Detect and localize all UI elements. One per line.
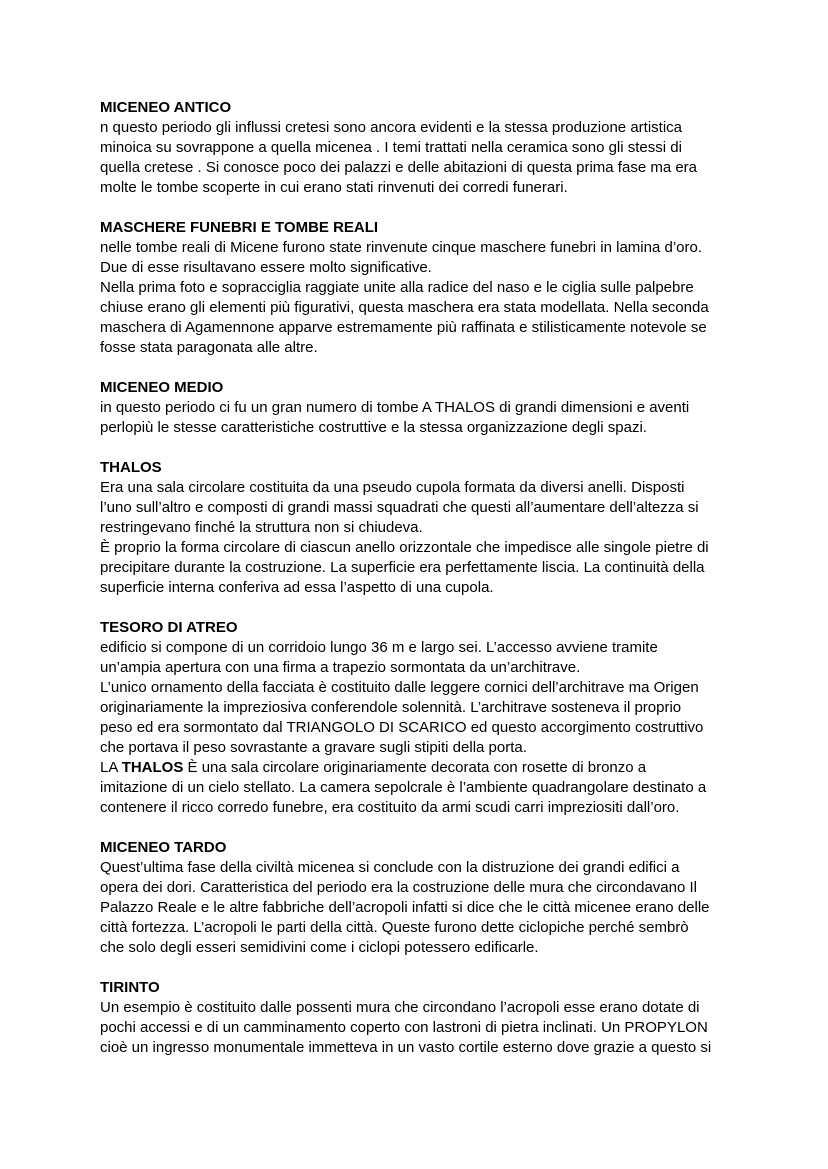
text-line: Un esempio è costituito dalle possenti mura che circondano l’acropoli esse erano dotate di [100,999,700,1016]
text-line: opera dei dori. Caratteristica del periodo era la costruzione delle mura che circondavano Il [100,879,697,896]
section-miceneo-tardo [100,838,736,958]
section-heading: MICENEO ANTICO [100,99,232,116]
text-line: perlopiù le stesse caratteristiche costruttive e la stessa organizzazione degli spazi. [100,419,647,436]
text-line: Due di esse risultavano essere molto significative. [100,259,432,276]
text-line: in questo periodo ci fu un gran numero di tombe A THALOS di grandi dimensioni e aventi [100,399,690,416]
text-line-mixed [100,758,736,778]
text-line: che solo degli esseri semidivini come i ciclopi potessero edificarle. [100,939,539,956]
text-line: L’unico ornamento della facciata è costituito dalle leggere cornici dell’architrave ma Origen [100,679,699,696]
text-line: l’uno sull’altro e composti di grandi massi squadrati che questi all’aumentare dell’altezza si [100,499,699,516]
text-line: edificio si compone di un corridoio lungo 36 m e largo sei. L’accesso avviene tramite [100,639,658,656]
text-line: imitazione di un cielo stellato. La camera sepolcrale è l’ambiente quadrangolare destinato a [100,779,707,796]
section-heading: MICENEO MEDIO [100,379,224,396]
text-line: È proprio la forma circolare di ciascun anello orizzontale che impedisce alle singole pietre di [100,539,709,556]
text-line: minoica su sovrappone a quella micenea . I temi trattati nella ceramica sono gli stessi di [100,139,682,156]
document-page [100,98,736,1078]
text-line: Nella prima foto e sopracciglia raggiate unite alla radice del naso e le ciglia sulle palpebre [100,279,694,296]
section-tirinto [100,978,736,1058]
section-heading: TIRINTO [100,979,160,996]
text-line: restringevano finché la struttura non si chiudeva. [100,519,423,536]
text-line: quella cretese . Si conosce poco dei palazzi e delle abitazioni di questa prima fase ma era [100,159,698,176]
text-line: originariamente la impreziosiva conferendole solennità. L’architrave sosteneva il proprio [100,699,682,716]
text-line: fosse stata paragonata alle altre. [100,339,318,356]
text-line: città fortezza. L’acropoli le parti della città. Queste furono dette ciclopiche perché sembrò [100,919,689,936]
text-line: molte le tombe scoperte in cui erano stati rinvenuti dei corredi funerari. [100,179,568,196]
text-line: precipitare durante la costruzione. La superficie era perfettamente liscia. La continuità della [100,559,705,576]
text-line: nelle tombe reali di Micene furono state rinvenute cinque maschere funebri in lamina d’oro. [100,239,702,256]
section-tesoro-di-atreo [100,618,736,818]
text-line: Era una sala circolare costituita da una pseudo cupola formata da diversi anelli. Disposti [100,479,685,496]
text-line: pochi accessi e di un camminamento coperto con lastroni di pietra inclinati. Un PROPYLON [100,1019,708,1036]
section-miceneo-antico [100,98,736,198]
bold-term: THALOS [121,759,184,776]
text-line: un’ampia apertura con una firma a trapezio sormontata da un’architrave. [100,659,581,676]
text-line: peso ed era sormontato dal TRIANGOLO DI SCARICO ed questo accorgimento costruttivo [100,719,704,736]
section-heading: MASCHERE FUNEBRI E TOMBE REALI [100,219,379,236]
text-line: che portava il peso sovrastante a gravare sugli stipiti della porta. [100,739,527,756]
text-line: Quest’ultima fase della civiltà micenea si conclude con la distruzione dei grandi edifici a [100,859,680,876]
text-line: n questo periodo gli influssi cretesi sono ancora evidenti e la stessa produzione artistica [100,119,682,136]
text-line: chiuse erano gli elementi più figurativi, questa maschera era stata modellata. Nella seconda [100,299,709,316]
text-line: superficie interna conferiva ad essa l’aspetto di una cupola. [100,579,494,596]
section-miceneo-medio [100,378,736,438]
section-thalos [100,458,736,598]
section-heading: MICENEO TARDO [100,839,227,856]
section-heading: TESORO DI ATREO [100,619,238,636]
text-segment: LA [100,759,122,776]
text-line: Palazzo Reale e le altre fabbriche dell’acropoli infatti si dice che le città micenee erano delle [100,899,710,916]
section-heading: THALOS [100,459,162,476]
text-segment: È una sala circolare originariamente decorata con rosette di bronzo a [183,759,647,776]
text-line: cioè un ingresso monumentale immetteva in un vasto cortile esterno dove grazie a questo si [100,1039,712,1056]
text-line: maschera di Agamennone apparve estremamente più raffinata e stilisticamente notevole se [100,319,707,336]
text-line: contenere il ricco corredo funebre, era costituito da armi scudi carri impreziositi dall’oro. [100,799,680,816]
section-maschere-funebri [100,218,736,358]
